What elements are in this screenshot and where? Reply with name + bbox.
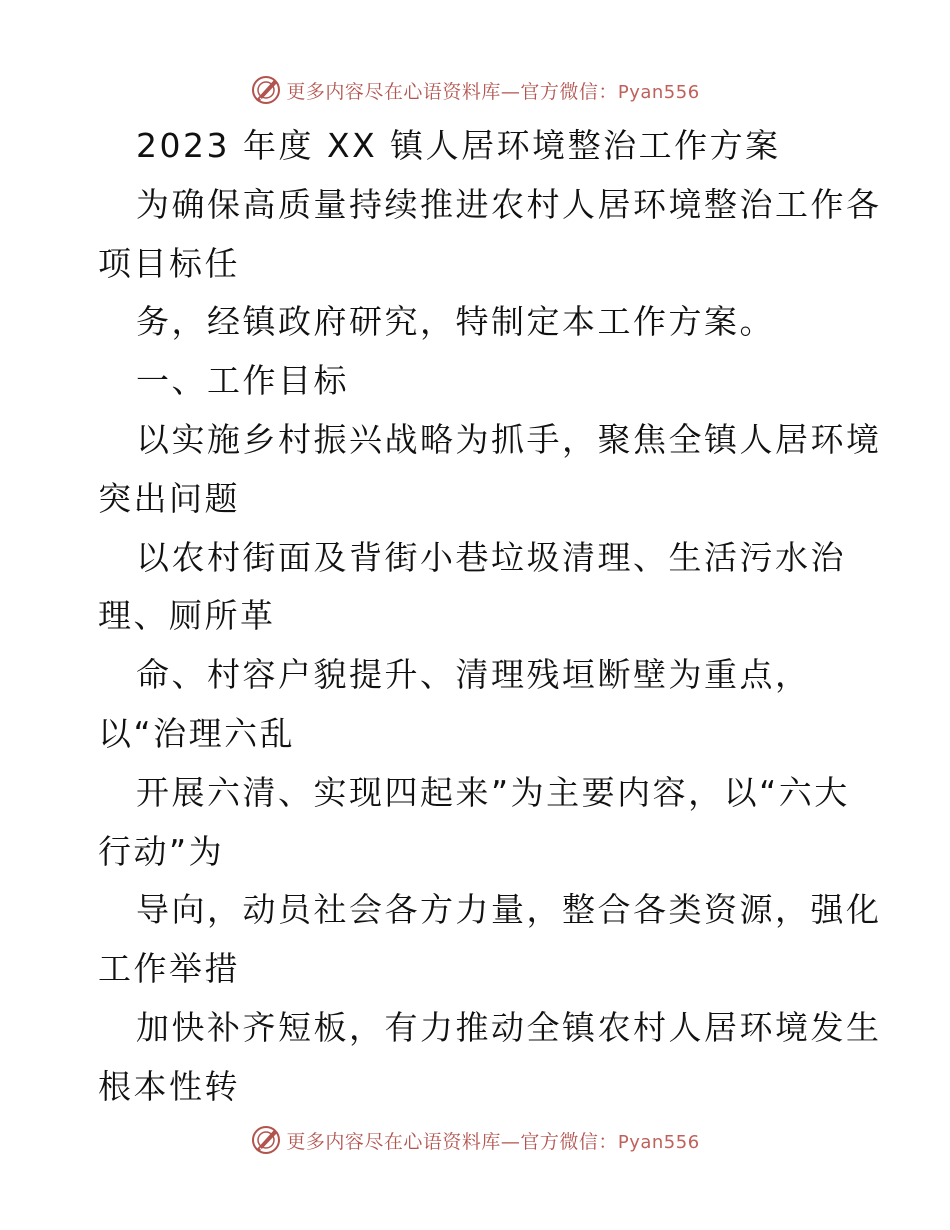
watermark-wechat-id: Pyan556 <box>617 1131 700 1153</box>
text-line: 项目标任 <box>98 243 240 283</box>
text-line: 工作举措 <box>98 949 240 989</box>
text-line: 以农村街面及背街小巷垃圾清理、生活污水治 <box>136 537 846 577</box>
watermark-text: 更多内容尽在心语资料库—官方微信：Pyan556 <box>286 80 700 103</box>
watermark-wechat-id: Pyan556 <box>617 81 700 103</box>
document-body <box>98 117 882 1117</box>
text-line: 理、厕所革 <box>98 596 276 636</box>
text-line: 以“治理六乱 <box>98 713 296 753</box>
quill-logo-icon <box>250 1124 282 1156</box>
text-line: 开展六清、实现四起来”为主要内容，以“六大 <box>136 772 850 812</box>
text-line: 务，经镇政府研究，特制定本工作方案。 <box>136 302 775 342</box>
text-line: 以实施乡村振兴战略为抓手，聚焦全镇人居环境 <box>136 419 882 459</box>
text-line: 加快补齐短板，有力推动全镇农村人居环境发生 <box>136 1007 882 1047</box>
text-line: 为确保高质量持续推进农村人居环境整治工作各 <box>136 184 882 224</box>
text-line: 突出问题 <box>98 478 240 518</box>
text-line: 导向，动员社会各方力量，整合各类资源，强化 <box>136 890 882 930</box>
text-line: 行动”为 <box>98 831 225 871</box>
text-line: 根本性转 <box>98 1066 240 1106</box>
text-line: 命、村容户貌提升、清理残垣断壁为重点， <box>136 655 811 695</box>
quill-logo-icon <box>250 74 282 106</box>
watermark-footer <box>0 1120 950 1160</box>
watermark-text: 更多内容尽在心语资料库—官方微信：Pyan556 <box>286 1130 700 1153</box>
text-line: 一、工作目标 <box>136 361 349 401</box>
watermark-header <box>0 70 950 110</box>
text-line: 2023 年度 XX 镇人居环境整治工作方案 <box>136 126 781 165</box>
